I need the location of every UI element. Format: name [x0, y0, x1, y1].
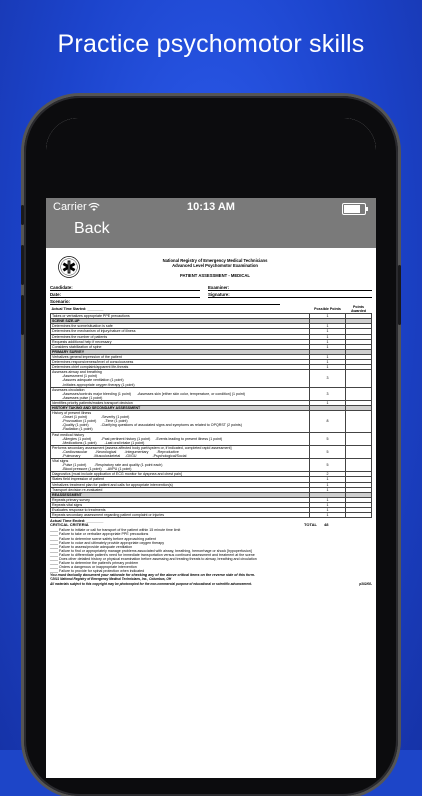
row-label: HISTORY TAKING AND SECONDARY ASSESSMENT: [52, 405, 141, 410]
row-sub-item: -Medications (1 point) -Last oral intake (1 point): [62, 440, 145, 445]
possible-points: 1: [310, 314, 346, 319]
table-row: [51, 387, 372, 400]
possible-points: 1: [310, 508, 346, 513]
possible-points: 5: [310, 432, 346, 445]
assessment-form: [50, 250, 372, 586]
row-label: PRIMARY SURVEY: [52, 349, 85, 354]
row-label: REASSESSMENT: [52, 492, 82, 497]
headline: Practice psychomotor skills: [57, 30, 365, 58]
points-awarded-header: Points Awarded: [350, 305, 367, 314]
battery-fill: [344, 205, 360, 213]
row-sub-item: -Cardiovascular -Neurological -Integumentary -Reproductive: [62, 449, 179, 454]
mute-switch: [21, 205, 24, 225]
row-label: Repeats vital signs: [52, 502, 83, 507]
row-sub-item: -Assures adequate ventilation (1 point): [62, 378, 124, 383]
possible-points: 3: [310, 387, 346, 400]
carrier-label: Carrier: [53, 201, 87, 213]
row-label: Transport decision re-evaluated: [52, 487, 103, 492]
row-sub-item: -Pulse (1 point) -Respiratory rate and quality (1 point each): [62, 463, 163, 468]
signature-field: Signature:: [208, 293, 372, 298]
candidate-row: [50, 284, 372, 291]
volume-up-button: [21, 245, 24, 285]
copyright-line: ©2011 National Registry of Emergency Medical Technicians, Inc., Columbus, OH: [50, 577, 172, 582]
critical-criterion[interactable]: ____ Orders a dangerous or inappropriate intervention: [50, 565, 372, 569]
possible-points: 1: [310, 365, 346, 370]
row-label: Determines the mechanism of injury/nature of illness: [52, 329, 136, 334]
table-row: [51, 513, 372, 518]
org-name: National Registry of Emergency Medical Technicians: [162, 258, 268, 263]
power-button: [398, 265, 401, 325]
row-text: [51, 432, 310, 445]
scenario-field: Scenario:: [50, 300, 280, 305]
critical-criterion[interactable]: ____ Does other detailed history or physical examination before assessing and treating threats to airway, breathing and circulation: [50, 557, 372, 561]
screen-top-bezel: [46, 118, 376, 198]
row-sub-item: -Allergies (1 point) -Past pertinent history (1 point) -Events leading to present illness (1 point): [62, 436, 223, 441]
points-awarded[interactable]: [346, 432, 372, 445]
critical-criterion[interactable]: ____ Failure to determine the patient's primary problem: [50, 561, 372, 565]
row-sub-item: -Blood pressure (1 point) -AVPU (1 point): [62, 467, 132, 472]
possible-points: 1: [310, 334, 346, 339]
row-label: Assesses circulation: [52, 387, 85, 392]
form-header: [50, 250, 372, 284]
row-label: Verbalizes general impression of the patient: [52, 354, 122, 359]
possible-points: 1: [310, 339, 346, 344]
row-label: Verbalizes treatment plan for patient and calls for appropriate intervention(s): [52, 482, 173, 487]
battery-icon: [342, 203, 366, 215]
row-text: [51, 370, 310, 387]
row-text: [51, 387, 310, 400]
copyright-footer: [50, 582, 372, 586]
row-label: Determines responsiveness/level of consciousness: [52, 360, 134, 365]
row-label: Evaluates response to treatments: [52, 508, 106, 513]
possible-points: 1: [310, 329, 346, 334]
table-header: [51, 305, 372, 314]
date-field: Date:: [50, 293, 200, 298]
row-sub-item: -Radiation (1 point): [62, 427, 93, 432]
row-label: Determines the number of patients: [52, 334, 108, 339]
row-text: [51, 513, 310, 518]
criteria-table: [50, 305, 372, 518]
possible-points: 1: [310, 354, 346, 359]
critical-criterion[interactable]: ____ Failure to differentiate patient's need for immediate transportation versus continued assessment and treatment at the scene: [50, 553, 372, 557]
row-label: Takes or verbalizes appropriate PPE precautions: [52, 314, 130, 319]
points-awarded[interactable]: [346, 370, 372, 387]
row-label: Repeats primary survey: [52, 497, 90, 502]
row-label: Determines chief complaint/apparent life-threats: [52, 365, 129, 370]
row-label: History of present illness: [52, 411, 92, 416]
navigation-bar: [46, 218, 376, 248]
row-sub-item: -Initiates appropriate oxygen therapy (1 point): [62, 382, 135, 387]
form-title: PATIENT ASSESSMENT - MEDICAL: [180, 273, 250, 278]
row-label: Repeats secondary assessment regarding patient complaint or injuries: [52, 513, 165, 518]
points-awarded[interactable]: [346, 513, 372, 518]
row-text: [51, 411, 310, 432]
critical-criterion[interactable]: ____ Failure to determine scene safety before approaching patient: [50, 537, 372, 541]
row-sub-item: -Pulmonary -Musculoskeletal -GI/GU -Psychological/Social: [62, 454, 187, 458]
total-label: TOTAL: [304, 522, 317, 528]
critical-criterion[interactable]: ____ Failure to find or appropriately manage problems associated with airway, breathing, hemorrhage or shock [hypoperfusion]: [50, 549, 372, 553]
nremt-star-of-life-logo: [58, 256, 80, 278]
critical-header: [50, 523, 372, 527]
rationale-note: You must factually document your rationale for checking any of the above critical items on the reverse side of this form.: [50, 573, 255, 578]
row-label: Past medical history: [52, 432, 85, 437]
time-ended: Actual Time Ended: ________: [50, 519, 104, 524]
row-label: Diagnostics [must include application of ECG monitor for dyspnea and chest pain]: [52, 472, 182, 477]
row-sub-item: -Provocation (1 point) -Time (1 point): [62, 419, 128, 424]
possible-points: 1: [310, 400, 346, 405]
volume-down-button: [21, 295, 24, 335]
table-row: [51, 445, 372, 458]
row-sub-item: -Assesses/controls major bleeding (1 point) -Assesses skin [either skin color, temperature, or condition] (1 point): [62, 391, 245, 396]
possible-points: 5: [310, 445, 346, 458]
back-button[interactable]: Back: [74, 220, 110, 237]
row-label: SCENE SIZE-UP: [52, 319, 80, 324]
points-awarded[interactable]: [346, 411, 372, 432]
row-label: Considers stabilization of spine: [52, 344, 102, 349]
date-row: [50, 291, 372, 298]
possible-points: 5: [310, 459, 346, 472]
table-row: [51, 432, 372, 445]
possible-points-header: Possible Points: [314, 307, 341, 312]
possible-points: 1: [310, 487, 346, 492]
critical-criteria-list: [50, 528, 372, 573]
points-awarded[interactable]: [346, 459, 372, 472]
row-label: Assesses airway and breathing: [52, 370, 102, 375]
status-clock: 10:13 AM: [187, 201, 235, 213]
total-value: 48: [324, 522, 329, 528]
critical-criteria-label: CRITICAL CRITERIA: [50, 522, 89, 528]
row-label: Requests additional help if necessary: [52, 339, 112, 344]
form-code: p302/08-: [359, 581, 372, 586]
row-label: States field impression of patient: [52, 477, 104, 482]
row-sub-item: -Assessment (1 point): [62, 374, 97, 379]
row-sub-item: -Onset (1 point) -Severity (1 point): [62, 415, 130, 420]
exam-name: Advanced Level Psychomotor Examination: [172, 263, 258, 268]
table-row: [51, 370, 372, 387]
possible-points: 2: [310, 472, 346, 477]
table-row: [51, 411, 372, 432]
possible-points: 1: [310, 477, 346, 482]
critical-criterion[interactable]: ____ Failure to assess/provide adequate ventilation: [50, 545, 372, 549]
row-label: Identifies priority patients/makes transport decision: [52, 400, 133, 405]
critical-criterion[interactable]: ____ Failure to take or verbalize appropriate PPE precautions: [50, 532, 372, 536]
critical-criterion[interactable]: ____ Failure to provide for spinal protection when indicated: [50, 569, 372, 573]
scenario-row: [50, 298, 372, 305]
examiner-field: Examiner:: [208, 286, 372, 291]
row-sub-item: -Quality (1 point) -Clarifying questions of associated signs and symptoms as related to OPQRST (2 points): [62, 423, 242, 428]
row-text: [51, 459, 310, 472]
row-label: Performs secondary assessment [assess affected body part/system or, if indicated, completed rapid assessment]: [52, 445, 232, 450]
possible-points: 8: [310, 411, 346, 432]
candidate-field: Candidate:: [50, 286, 200, 291]
table-body: [51, 314, 372, 518]
critical-criterion[interactable]: ____ Failure to voice and ultimately provide appropriate oxygen therapy: [50, 541, 372, 545]
time-started: Actual Time Started: ________: [51, 307, 104, 312]
copyright-notice: All materials subject to this copyright may be photocopied for the non-commercial purpose of educational or scientific advancement.: [50, 581, 252, 586]
organization-heading: [90, 258, 340, 278]
phone-screen: [46, 118, 376, 778]
row-label: Vital signs: [52, 459, 69, 464]
row-sub-item: -Assesses pulse (1 point): [62, 395, 103, 400]
possible-points: 1: [310, 360, 346, 365]
status-bar: [46, 198, 376, 218]
points-awarded[interactable]: [346, 387, 372, 400]
possible-points: 1: [310, 324, 346, 329]
possible-points: 1: [310, 497, 346, 502]
row-text: [51, 445, 310, 458]
possible-points: 3: [310, 370, 346, 387]
possible-points: 1: [310, 502, 346, 507]
possible-points: 1: [310, 344, 346, 349]
row-label: Determines the scene/situation is safe: [52, 324, 113, 329]
possible-points: 1: [310, 482, 346, 487]
points-awarded[interactable]: [346, 445, 372, 458]
possible-points: 1: [310, 513, 346, 518]
document-view[interactable]: [46, 248, 376, 778]
table-row: [51, 459, 372, 472]
critical-criterion[interactable]: ____ Failure to initiate or call for transport of the patient within 15 minute time limit: [50, 528, 372, 532]
